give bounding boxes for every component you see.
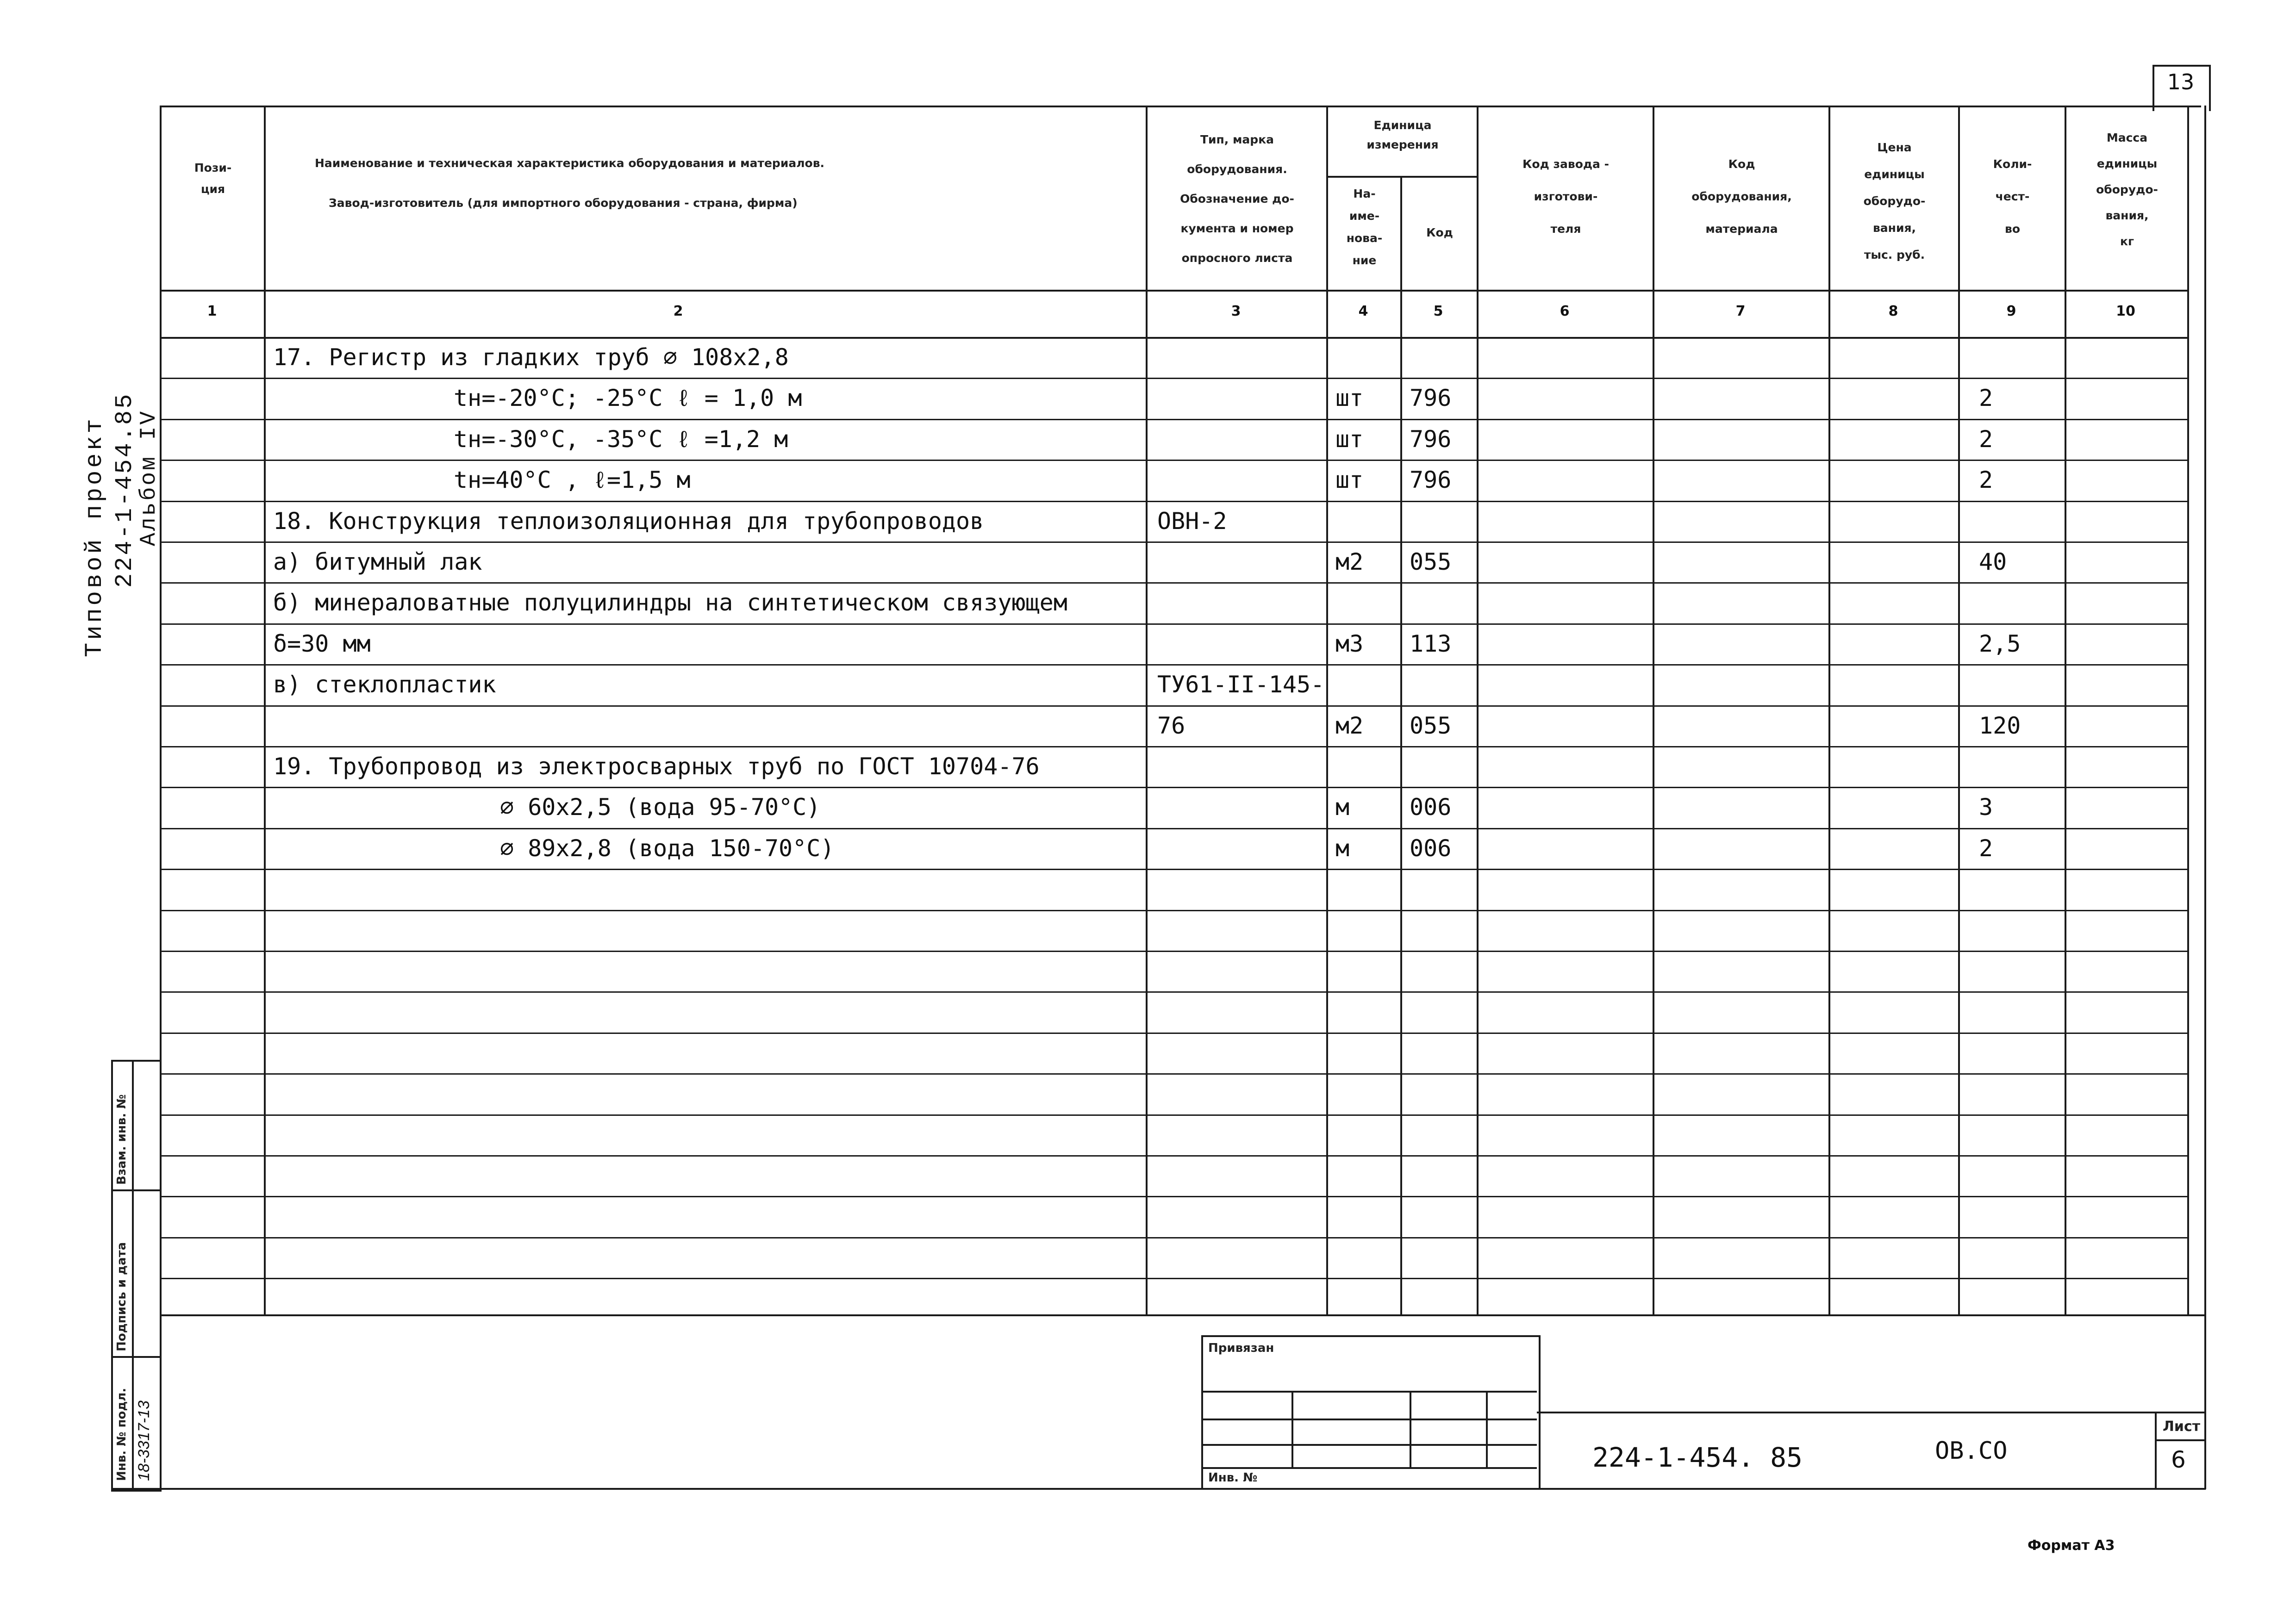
row-name: tн=40°С , ℓ=1,5 м xyxy=(454,467,691,493)
header-equipment-code: Код оборудования, материала xyxy=(1691,157,1792,236)
side-stamp-line2: 224-1-454.85 xyxy=(111,392,138,588)
row-type: 76 xyxy=(1157,712,1185,739)
row-name: tн=-30°С, -35°С ℓ =1,2 м xyxy=(454,426,788,453)
row-line xyxy=(160,1155,2187,1157)
col-divider-4 xyxy=(1400,176,1402,1314)
frame-right-border xyxy=(2204,106,2206,1489)
col-divider-8 xyxy=(1958,106,1960,1314)
header-quantity: Коли- чест- во xyxy=(1993,157,2032,236)
row-name: 19. Трубопровод из электросварных труб по ГОСТ 10704-76 xyxy=(273,753,1040,780)
privyazan-div-2 xyxy=(1410,1391,1411,1467)
col-divider-3 xyxy=(1326,106,1328,1314)
row-line xyxy=(160,1237,2187,1238)
col-divider-5 xyxy=(1477,106,1479,1314)
header-unit-price: Цена единицы оборудо- вания, тыс. руб. xyxy=(1863,141,1926,261)
inv-no-label: Инв. № xyxy=(1208,1471,1258,1485)
row-qty: 3 xyxy=(1979,794,1993,821)
header-bottom-line xyxy=(160,290,2187,292)
privyazan-line-4 xyxy=(1201,1467,1537,1469)
privyazan-label: Привязан xyxy=(1208,1341,1274,1355)
row-name: б) минераловатные полуцилиндры на синтетическом связующем xyxy=(273,589,1067,616)
sheet-box-left xyxy=(2155,1412,2157,1488)
col-number-6: 6 xyxy=(1560,303,1570,319)
row-unit: шт xyxy=(1335,385,1364,411)
col-divider-2 xyxy=(1146,106,1148,1314)
row-qty: 2,5 xyxy=(1979,630,2021,657)
row-qty: 2 xyxy=(1979,385,1993,411)
side-inv-value: 18-3317-13 xyxy=(135,1400,153,1481)
col-divider-9 xyxy=(2065,106,2066,1314)
col-number-4: 4 xyxy=(1358,303,1368,319)
row-line xyxy=(160,1278,2187,1279)
col-divider-1 xyxy=(264,106,266,1314)
side-label-replace-inv: Взам. инв. № xyxy=(115,1094,129,1185)
row-type: ТУ61-II-145- xyxy=(1157,671,1325,698)
row-unit: м2 xyxy=(1335,548,1364,575)
col-number-8: 8 xyxy=(1888,303,1898,319)
row-qty: 40 xyxy=(1979,548,2007,575)
col-number-7: 7 xyxy=(1735,303,1746,319)
col-number-9: 9 xyxy=(2006,303,2016,319)
row-line xyxy=(160,869,2187,870)
col-number-5: 5 xyxy=(1433,303,1443,319)
header-name: Наименование и техническая характеристика оборудования и материалов. Завод-изготовитель (для импортного оборудования - страна, фирма) xyxy=(315,156,825,210)
row-line xyxy=(160,705,2187,707)
row-code: 006 xyxy=(1410,835,1452,862)
row-unit: м2 xyxy=(1335,712,1364,739)
col-number-3: 3 xyxy=(1231,303,1241,319)
table-top-border xyxy=(160,106,2201,107)
row-line xyxy=(160,501,2187,502)
row-name: 18. Конструкция теплоизоляционная для трубопроводов xyxy=(273,508,984,535)
row-line xyxy=(160,910,2187,911)
row-code: 113 xyxy=(1410,630,1452,657)
row-unit: м xyxy=(1335,794,1350,821)
row-line xyxy=(160,746,2187,747)
row-unit: шт xyxy=(1335,426,1364,453)
row-qty: 2 xyxy=(1979,467,1993,493)
privyazan-div-1 xyxy=(1292,1391,1293,1467)
header-unit-code: Код xyxy=(1426,226,1453,239)
row-name: в) стеклопластик xyxy=(273,671,496,698)
header-position: Пози- ция xyxy=(194,161,232,196)
unit-header-split xyxy=(1326,176,1477,178)
format-label: Формат А3 xyxy=(2028,1537,2115,1554)
row-line xyxy=(160,991,2187,993)
sheet-value: 6 xyxy=(2171,1446,2186,1473)
side-label-inv-original: Инв. № подл. xyxy=(115,1388,129,1481)
row-line xyxy=(160,541,2187,543)
row-code: 796 xyxy=(1410,467,1452,493)
row-line xyxy=(160,1196,2187,1197)
row-line xyxy=(160,623,2187,625)
row-line xyxy=(160,828,2187,829)
header-unit-group: Единица измерения xyxy=(1366,118,1439,151)
row-name: δ=30 мм xyxy=(273,630,371,657)
row-code: 796 xyxy=(1410,385,1452,411)
col-number-1: 1 xyxy=(207,303,217,319)
header-manufacturer-code: Код завода - изготови- теля xyxy=(1522,157,1610,236)
row-line xyxy=(160,378,2187,379)
row-line xyxy=(160,460,2187,461)
row-name: ∅ 89x2,8 (вода 150-70°С) xyxy=(500,835,835,862)
row-code: 055 xyxy=(1410,548,1452,575)
row-code: 055 xyxy=(1410,712,1452,739)
row-unit: м xyxy=(1335,835,1350,862)
doc-mark: ОВ.СО xyxy=(1935,1437,2008,1465)
privyazan-box xyxy=(1201,1335,1541,1490)
row-type: ОВН-2 xyxy=(1157,508,1227,535)
side-block-sep-1 xyxy=(111,1189,160,1191)
row-line xyxy=(160,1073,2187,1075)
header-unit-mass: Масса единицы оборудо- вания, кг xyxy=(2096,131,2158,248)
header-type: Тип, марка оборудования. Обозначение до- кумента и номер опросного листа xyxy=(1180,133,1294,265)
col-divider-7 xyxy=(1828,106,1830,1314)
row-unit: шт xyxy=(1335,467,1364,493)
row-line xyxy=(160,1114,2187,1116)
sheet-box-mid xyxy=(2155,1439,2204,1441)
side-block-sep-2 xyxy=(111,1356,160,1358)
col-number-10: 10 xyxy=(2116,303,2135,319)
row-line xyxy=(160,664,2187,666)
row-qty: 120 xyxy=(1979,712,2021,739)
privyazan-div-3 xyxy=(1486,1391,1488,1467)
row-qty: 2 xyxy=(1979,835,1993,862)
side-label-signature-date: Подпись и дата xyxy=(115,1242,129,1351)
col-number-2: 2 xyxy=(673,303,683,319)
col-divider-6 xyxy=(1653,106,1654,1314)
row-code: 796 xyxy=(1410,426,1452,453)
row-line xyxy=(160,582,2187,584)
sheet-label: Лист xyxy=(2163,1419,2201,1435)
side-stamp-line1: Типовой проект xyxy=(81,416,108,657)
row-line xyxy=(160,951,2187,952)
row-code: 006 xyxy=(1410,794,1452,821)
frame-bottom-border xyxy=(111,1488,2206,1490)
stamp-top-line xyxy=(1537,1412,2204,1413)
row-line xyxy=(160,419,2187,420)
table-bottom-border xyxy=(160,1314,2206,1316)
doc-code: 224-1-454. 85 xyxy=(1592,1442,1803,1473)
header-unit-name: На- име- нова- ние xyxy=(1346,187,1383,267)
side-stamp-line3: Альбом IV xyxy=(137,409,162,546)
row-name: а) битумный лак xyxy=(273,548,482,575)
row-qty: 2 xyxy=(1979,426,1993,453)
row-line xyxy=(160,1033,2187,1034)
row-unit: м3 xyxy=(1335,630,1364,657)
side-block-divider xyxy=(132,1060,134,1488)
colnum-bottom-line xyxy=(160,337,2187,339)
col-divider-10 xyxy=(2187,106,2189,1314)
row-name: ∅ 60x2,5 (вода 95-70°С) xyxy=(500,794,821,821)
row-name: tн=-20°С; -25°С ℓ = 1,0 м xyxy=(454,385,802,411)
row-name: 17. Регистр из гладких труб ∅ 108x2,8 xyxy=(273,344,789,371)
row-line xyxy=(160,787,2187,788)
sheet-number-top: 13 xyxy=(2167,69,2195,94)
